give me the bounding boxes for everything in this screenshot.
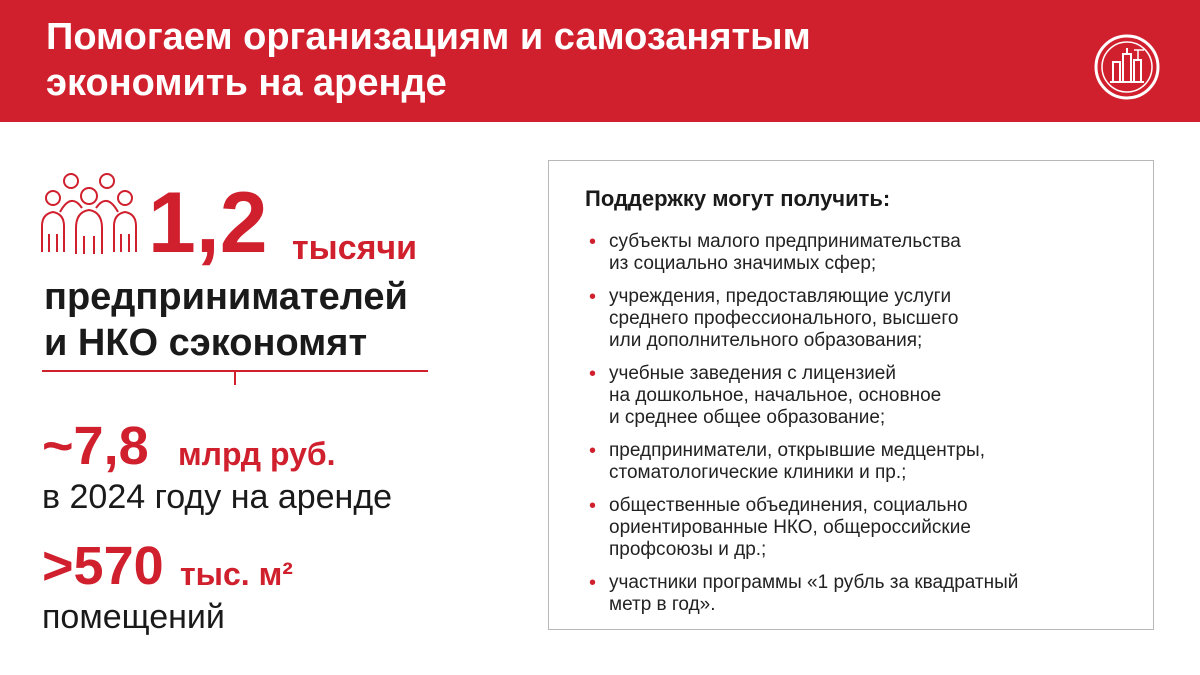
entrepreneurs-caption-line-1: предпринимателей <box>44 276 408 318</box>
savings-unit: млрд руб. <box>178 436 336 472</box>
list-item-line: • предприниматели, открывшие медцентры, <box>609 440 985 461</box>
page-title-line-2: экономить на аренде <box>46 62 447 104</box>
entrepreneurs-caption <box>44 274 408 366</box>
list-item-line: среднего профессионального, высшего <box>609 308 959 329</box>
list-item <box>589 495 1149 561</box>
list-item-line: метр в год». <box>609 594 716 615</box>
entrepreneurs-unit: тысячи <box>292 229 418 267</box>
list-item-line: • учебные заведения с лицензией <box>609 363 896 384</box>
entrepreneurs-caption-line-2: и НКО сэкономят <box>44 322 368 364</box>
list-item-line: • участники программы «1 рубль за квадратный <box>609 572 1019 593</box>
header-bar <box>0 0 1200 122</box>
list-item-line: • субъекты малого предпринимательства <box>609 231 961 252</box>
list-item <box>589 363 1149 429</box>
area-caption: помещений <box>42 598 225 636</box>
eligibility-panel <box>548 160 1154 630</box>
page-title <box>46 14 1026 106</box>
list-item-line: стоматологические клиники и пр.; <box>609 462 907 483</box>
page-title-line-1: Помогаем организациям и самозанятым <box>46 16 811 58</box>
list-item-line: профсоюзы и др.; <box>609 539 767 560</box>
list-item-line: или дополнительного образования; <box>609 330 923 351</box>
list-item <box>589 231 1149 275</box>
list-item-line: на дошкольное, начальное, основное <box>609 385 942 406</box>
entrepreneurs-count: 1,2 <box>148 175 268 271</box>
list-item-line: и среднее общее образование; <box>609 407 886 428</box>
area-value: >570 <box>42 536 164 596</box>
people-group-icon <box>40 170 138 258</box>
city-emblem-icon <box>1094 34 1160 100</box>
savings-caption: в 2024 году на аренде <box>42 478 393 516</box>
list-item <box>589 440 1149 484</box>
list-item <box>589 572 1149 616</box>
eligibility-list <box>589 231 1149 627</box>
area-unit: тыс. м² <box>180 556 293 592</box>
list-item-line: • общественные объединения, социально <box>609 495 968 516</box>
list-item-line: • учреждения, предоставляющие услуги <box>609 286 952 307</box>
list-item-line: ориентированные НКО, общероссийские <box>609 517 971 538</box>
savings-value: ~7,8 <box>42 416 149 476</box>
divider-tick <box>234 371 236 385</box>
list-item-line: из социально значимых сфер; <box>609 253 877 274</box>
eligibility-title: Поддержку могут получить: <box>585 186 891 211</box>
list-item <box>589 286 1149 352</box>
